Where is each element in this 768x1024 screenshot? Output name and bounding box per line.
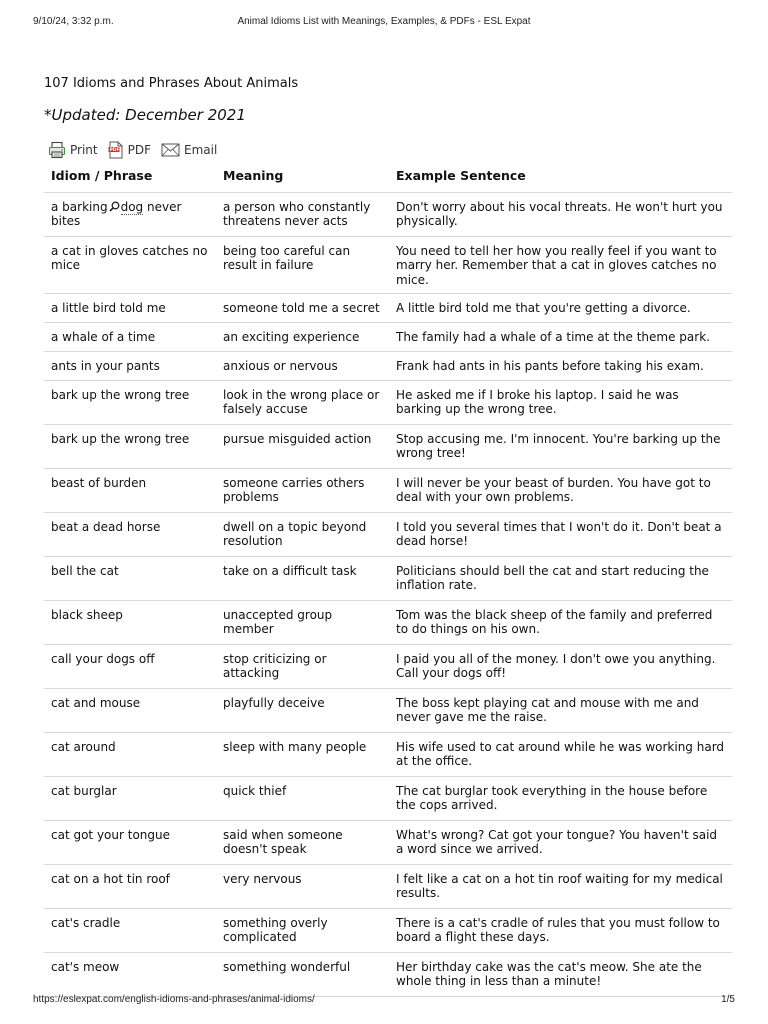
- meaning-cell: someone carries others problems: [216, 468, 389, 512]
- example-cell: I paid you all of the money. I don't owe you anything. Call your dogs off!: [389, 644, 732, 688]
- idiom-cell: cat got your tongue: [44, 820, 216, 864]
- idiom-cell: black sheep: [44, 600, 216, 644]
- example-cell: I told you several times that I won't do it. Don't beat a dead horse!: [389, 512, 732, 556]
- idiom-cell: a cat in gloves catches no mice: [44, 237, 216, 294]
- example-cell: He asked me if I broke his laptop. I said he was barking up the wrong tree.: [389, 380, 732, 424]
- pdf-button[interactable]: [108, 141, 151, 159]
- svg-text:PDF: PDF: [109, 148, 120, 154]
- meaning-cell: stop criticizing or attacking: [216, 644, 389, 688]
- idiom-cell: beast of burden: [44, 468, 216, 512]
- column-header-example: Example Sentence: [389, 162, 732, 193]
- meaning-cell: something overly complicated: [216, 908, 389, 952]
- example-cell: The family had a whale of a time at the theme park.: [389, 322, 732, 351]
- meaning-cell: take on a difficult task: [216, 556, 389, 600]
- page-number: 1/5: [721, 994, 735, 1005]
- table-header-row: [44, 162, 732, 193]
- print-header: [33, 16, 735, 30]
- table-row: [44, 776, 732, 820]
- idiom-cell: cat and mouse: [44, 688, 216, 732]
- idiom-cell: cat around: [44, 732, 216, 776]
- example-cell: The cat burglar took everything in the house before the cops arrived.: [389, 776, 732, 820]
- meaning-cell: playfully deceive: [216, 688, 389, 732]
- idiom-cell: bell the cat: [44, 556, 216, 600]
- meaning-cell: sleep with many people: [216, 732, 389, 776]
- idioms-table: [44, 162, 732, 997]
- print-button[interactable]: [48, 141, 98, 159]
- example-cell: There is a cat's cradle of rules that you must follow to board a flight these days.: [389, 908, 732, 952]
- table-row: [44, 820, 732, 864]
- column-header-idiom: Idiom / Phrase: [44, 162, 216, 193]
- email-button[interactable]: [161, 143, 217, 157]
- print-footer: [33, 994, 735, 1008]
- table-row: [44, 293, 732, 322]
- idiom-cell: [44, 193, 216, 237]
- envelope-icon: [161, 143, 180, 157]
- meaning-cell: being too careful can result in failure: [216, 237, 389, 294]
- pdf-label: PDF: [127, 143, 151, 157]
- table-row: [44, 512, 732, 556]
- print-url: https://eslexpat.com/english-idioms-and-phrases/animal-idioms/: [33, 994, 315, 1005]
- meaning-cell: said when someone doesn't speak: [216, 820, 389, 864]
- meaning-cell: an exciting experience: [216, 322, 389, 351]
- page-heading: 107 Idioms and Phrases About Animals: [44, 76, 299, 91]
- table-row: [44, 468, 732, 512]
- idiom-cell: a whale of a time: [44, 322, 216, 351]
- table-row: [44, 424, 732, 468]
- meaning-cell: a person who constantly threatens never acts: [216, 193, 389, 237]
- table-row: [44, 556, 732, 600]
- table-row: [44, 688, 732, 732]
- example-cell: You need to tell her how you really feel if you want to marry her. Remember that a cat in gloves catches no mice.: [389, 237, 732, 294]
- share-bar: [48, 139, 217, 161]
- meaning-cell: pursue misguided action: [216, 424, 389, 468]
- table-row: [44, 908, 732, 952]
- table-row: [44, 864, 732, 908]
- meaning-cell: unaccepted group member: [216, 600, 389, 644]
- meaning-cell: someone told me a secret: [216, 293, 389, 322]
- idiom-cell: beat a dead horse: [44, 512, 216, 556]
- pdf-icon: [108, 141, 124, 159]
- idiom-cell: cat's meow: [44, 952, 216, 996]
- table-row: [44, 193, 732, 237]
- example-cell: I felt like a cat on a hot tin roof waiting for my medical results.: [389, 864, 732, 908]
- example-cell: The boss kept playing cat and mouse with me and never gave me the raise.: [389, 688, 732, 732]
- table-row: [44, 952, 732, 996]
- idiom-cell: bark up the wrong tree: [44, 424, 216, 468]
- meaning-cell: dwell on a topic beyond resolution: [216, 512, 389, 556]
- example-cell: Don't worry about his vocal threats. He won't hurt you physically.: [389, 193, 732, 237]
- idiom-cell: ants in your pants: [44, 351, 216, 380]
- example-cell: Politicians should bell the cat and start reducing the inflation rate.: [389, 556, 732, 600]
- idiom-cell: cat burglar: [44, 776, 216, 820]
- table-row: [44, 600, 732, 644]
- meaning-cell: anxious or nervous: [216, 351, 389, 380]
- print-datetime: 9/10/24, 3:32 p.m.: [33, 16, 114, 27]
- updated-date: *Updated: December 2021: [44, 106, 246, 124]
- table-row: [44, 322, 732, 351]
- idiom-text: never bites: [51, 200, 182, 229]
- printer-icon: [48, 141, 66, 159]
- meaning-cell: look in the wrong place or falsely accuse: [216, 380, 389, 424]
- example-cell: Her birthday cake was the cat's meow. She ate the whole thing in less than a minute!: [389, 952, 732, 996]
- email-label: Email: [184, 143, 218, 157]
- table-row: [44, 351, 732, 380]
- table-row: [44, 380, 732, 424]
- print-page-title: Animal Idioms List with Meanings, Examples, & PDFs - ESL Expat: [237, 16, 531, 27]
- idiom-cell: cat on a hot tin roof: [44, 864, 216, 908]
- idiom-cell: bark up the wrong tree: [44, 380, 216, 424]
- meaning-cell: something wonderful: [216, 952, 389, 996]
- idiom-cell: cat's cradle: [44, 908, 216, 952]
- example-cell: His wife used to cat around while he was working hard at the office.: [389, 732, 732, 776]
- example-cell: I will never be your beast of burden. You have got to deal with your own problems.: [389, 468, 732, 512]
- idiom-cell: a little bird told me: [44, 293, 216, 322]
- idiom-text: a barking: [51, 200, 108, 214]
- table-row: [44, 644, 732, 688]
- column-header-meaning: Meaning: [216, 162, 389, 193]
- table-row: [44, 732, 732, 776]
- example-cell: What's wrong? Cat got your tongue? You haven't said a word since we arrived.: [389, 820, 732, 864]
- dictionary-lookup-link[interactable]: dog: [120, 200, 144, 214]
- example-cell: A little bird told me that you're getting a divorce.: [389, 293, 732, 322]
- example-cell: Stop accusing me. I'm innocent. You're barking up the wrong tree!: [389, 424, 732, 468]
- meaning-cell: quick thief: [216, 776, 389, 820]
- table-row: [44, 237, 732, 294]
- idiom-cell: call your dogs off: [44, 644, 216, 688]
- meaning-cell: very nervous: [216, 864, 389, 908]
- example-cell: Frank had ants in his pants before taking his exam.: [389, 351, 732, 380]
- example-cell: Tom was the black sheep of the family and preferred to do things on his own.: [389, 600, 732, 644]
- print-label: Print: [70, 143, 98, 157]
- magnifier-icon: [109, 201, 120, 212]
